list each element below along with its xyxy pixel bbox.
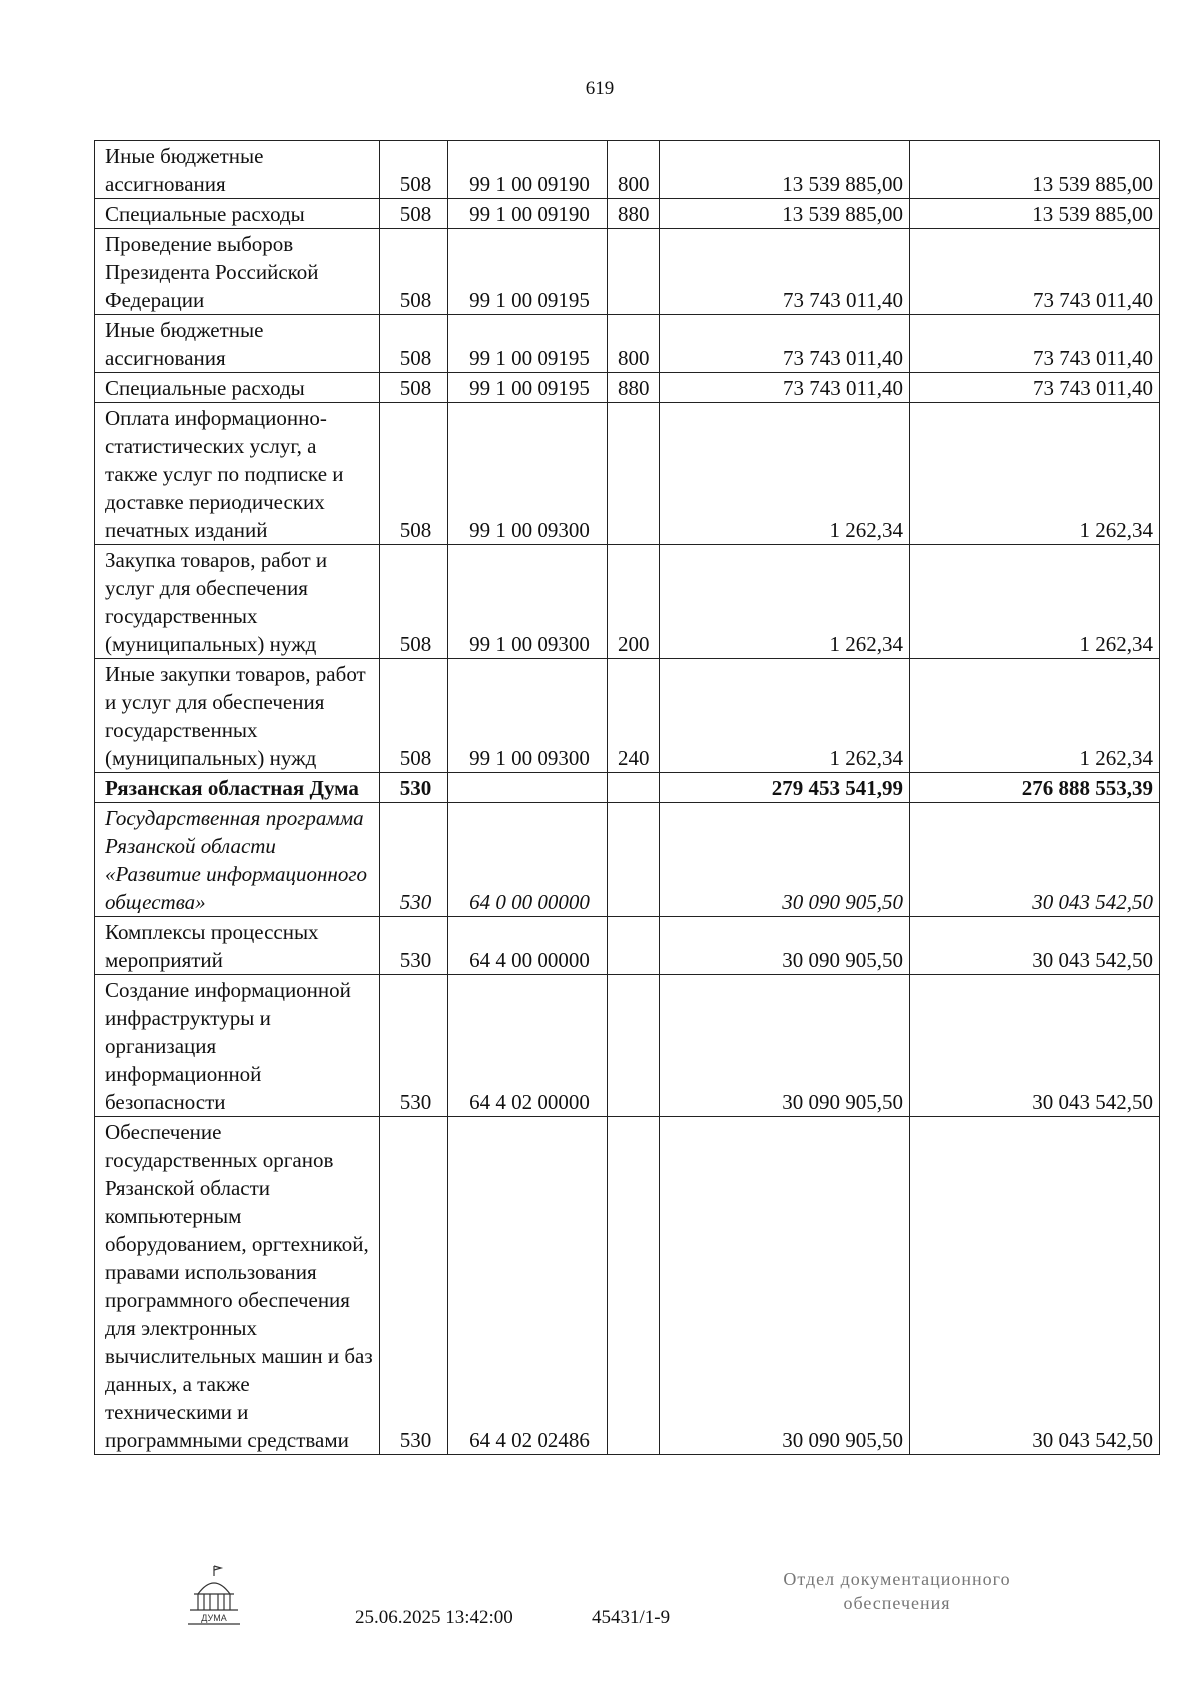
- cell-amount-1: 73 743 011,40: [660, 229, 910, 315]
- cell-name: Проведение выборов Президента Российской Федерации: [95, 229, 380, 315]
- duma-building-logo-icon: [186, 1564, 242, 1626]
- table-row: [95, 803, 1160, 917]
- cell-amount-1: 73 743 011,40: [660, 315, 910, 373]
- cell-department-code: 508: [380, 141, 448, 199]
- cell-expense-type: [608, 403, 660, 545]
- cell-amount-2: 1 262,34: [910, 659, 1160, 773]
- cell-name: Государственная программа Рязанской области «Развитие информационного общества»: [95, 803, 380, 917]
- cell-amount-2: 13 539 885,00: [910, 199, 1160, 229]
- budget-table-body: [95, 141, 1160, 1455]
- cell-expense-type: [608, 1117, 660, 1455]
- cell-department-code: 530: [380, 773, 448, 803]
- cell-department-code: 530: [380, 917, 448, 975]
- cell-name: Закупка товаров, работ и услуг для обеспечения государственных (муниципальных) нужд: [95, 545, 380, 659]
- cell-department-code: 508: [380, 403, 448, 545]
- cell-target-article: 99 1 00 09300: [448, 545, 608, 659]
- cell-amount-2: 73 743 011,40: [910, 315, 1160, 373]
- cell-target-article: [448, 773, 608, 803]
- cell-amount-2: 1 262,34: [910, 545, 1160, 659]
- cell-amount-1: 30 090 905,50: [660, 975, 910, 1117]
- cell-target-article: 99 1 00 09195: [448, 373, 608, 403]
- cell-target-article: 99 1 00 09195: [448, 229, 608, 315]
- cell-amount-1: 13 539 885,00: [660, 141, 910, 199]
- cell-amount-1: 1 262,34: [660, 659, 910, 773]
- cell-name: Специальные расходы: [95, 373, 380, 403]
- cell-expense-type: [608, 975, 660, 1117]
- table-row: [95, 199, 1160, 229]
- cell-amount-1: 1 262,34: [660, 403, 910, 545]
- cell-department-code: 508: [380, 199, 448, 229]
- cell-name: Рязанская областная Дума: [95, 773, 380, 803]
- cell-name: Специальные расходы: [95, 199, 380, 229]
- cell-amount-2: 1 262,34: [910, 403, 1160, 545]
- cell-name: Иные бюджетные ассигнования: [95, 315, 380, 373]
- cell-target-article: 99 1 00 09195: [448, 315, 608, 373]
- cell-expense-type: [608, 917, 660, 975]
- cell-expense-type: [608, 773, 660, 803]
- cell-target-article: 99 1 00 09300: [448, 659, 608, 773]
- cell-expense-type: 240: [608, 659, 660, 773]
- table-row: [95, 975, 1160, 1117]
- cell-amount-2: 30 043 542,50: [910, 975, 1160, 1117]
- cell-department-code: 530: [380, 803, 448, 917]
- cell-name: Обеспечение государственных органов Рязанской области компьютерным оборудованием, оргтехникой, правами использования программного обеспечения для электронных вычислительных машин и баз данных, а также техническими и программными средствами: [95, 1117, 380, 1455]
- cell-expense-type: 880: [608, 199, 660, 229]
- cell-amount-2: 30 043 542,50: [910, 917, 1160, 975]
- cell-department-code: 530: [380, 1117, 448, 1455]
- cell-amount-1: 30 090 905,50: [660, 917, 910, 975]
- table-row: [95, 229, 1160, 315]
- cell-amount-2: 30 043 542,50: [910, 1117, 1160, 1455]
- cell-department-code: 508: [380, 659, 448, 773]
- cell-amount-2: 73 743 011,40: [910, 373, 1160, 403]
- cell-expense-type: 800: [608, 315, 660, 373]
- cell-target-article: 64 4 02 02486: [448, 1117, 608, 1455]
- table-row: [95, 373, 1160, 403]
- table-row: [95, 1117, 1160, 1455]
- cell-expense-type: 800: [608, 141, 660, 199]
- cell-department-code: 508: [380, 315, 448, 373]
- cell-amount-1: 1 262,34: [660, 545, 910, 659]
- cell-expense-type: [608, 229, 660, 315]
- cell-name: Создание информационной инфраструктуры и организация информационной безопасности: [95, 975, 380, 1117]
- cell-department-code: 508: [380, 229, 448, 315]
- cell-name: Иные закупки товаров, работ и услуг для обеспечения государственных (муниципальных) нужд: [95, 659, 380, 773]
- cell-target-article: 64 4 00 00000: [448, 917, 608, 975]
- cell-amount-2: 30 043 542,50: [910, 803, 1160, 917]
- cell-amount-1: 279 453 541,99: [660, 773, 910, 803]
- cell-amount-2: 276 888 553,39: [910, 773, 1160, 803]
- cell-amount-1: 30 090 905,50: [660, 803, 910, 917]
- page-number: 619: [585, 78, 615, 99]
- cell-department-code: 530: [380, 975, 448, 1117]
- cell-target-article: 99 1 00 09190: [448, 141, 608, 199]
- cell-name: Иные бюджетные ассигнования: [95, 141, 380, 199]
- budget-table: [94, 140, 1160, 1455]
- table-row: [95, 403, 1160, 545]
- cell-amount-2: 73 743 011,40: [910, 229, 1160, 315]
- footer-registration-number: 45431/1-9: [592, 1607, 671, 1628]
- cell-name: Комплексы процессных мероприятий: [95, 917, 380, 975]
- cell-target-article: 99 1 00 09190: [448, 199, 608, 229]
- footer-datetime: 25.06.2025 13:42:00: [355, 1607, 513, 1628]
- cell-target-article: 64 4 02 00000: [448, 975, 608, 1117]
- table-row: [95, 773, 1160, 803]
- cell-amount-2: 13 539 885,00: [910, 141, 1160, 199]
- cell-amount-1: 73 743 011,40: [660, 373, 910, 403]
- stamp-line-2: обеспечения: [843, 1593, 951, 1613]
- cell-department-code: 508: [380, 545, 448, 659]
- cell-expense-type: [608, 803, 660, 917]
- table-row: [95, 315, 1160, 373]
- department-stamp: [742, 1567, 1052, 1615]
- cell-expense-type: 200: [608, 545, 660, 659]
- cell-target-article: 99 1 00 09300: [448, 403, 608, 545]
- cell-name: Оплата информационно-статистических услуг, а также услуг по подписке и доставке периодических печатных изданий: [95, 403, 380, 545]
- cell-department-code: 508: [380, 373, 448, 403]
- table-row: [95, 659, 1160, 773]
- stamp-line-1: Отдел документационного: [783, 1569, 1011, 1589]
- logo-text: ДУМА: [201, 1613, 227, 1623]
- cell-amount-1: 30 090 905,50: [660, 1117, 910, 1455]
- table-row: [95, 141, 1160, 199]
- table-row: [95, 917, 1160, 975]
- cell-target-article: 64 0 00 00000: [448, 803, 608, 917]
- cell-amount-1: 13 539 885,00: [660, 199, 910, 229]
- table-row: [95, 545, 1160, 659]
- cell-expense-type: 880: [608, 373, 660, 403]
